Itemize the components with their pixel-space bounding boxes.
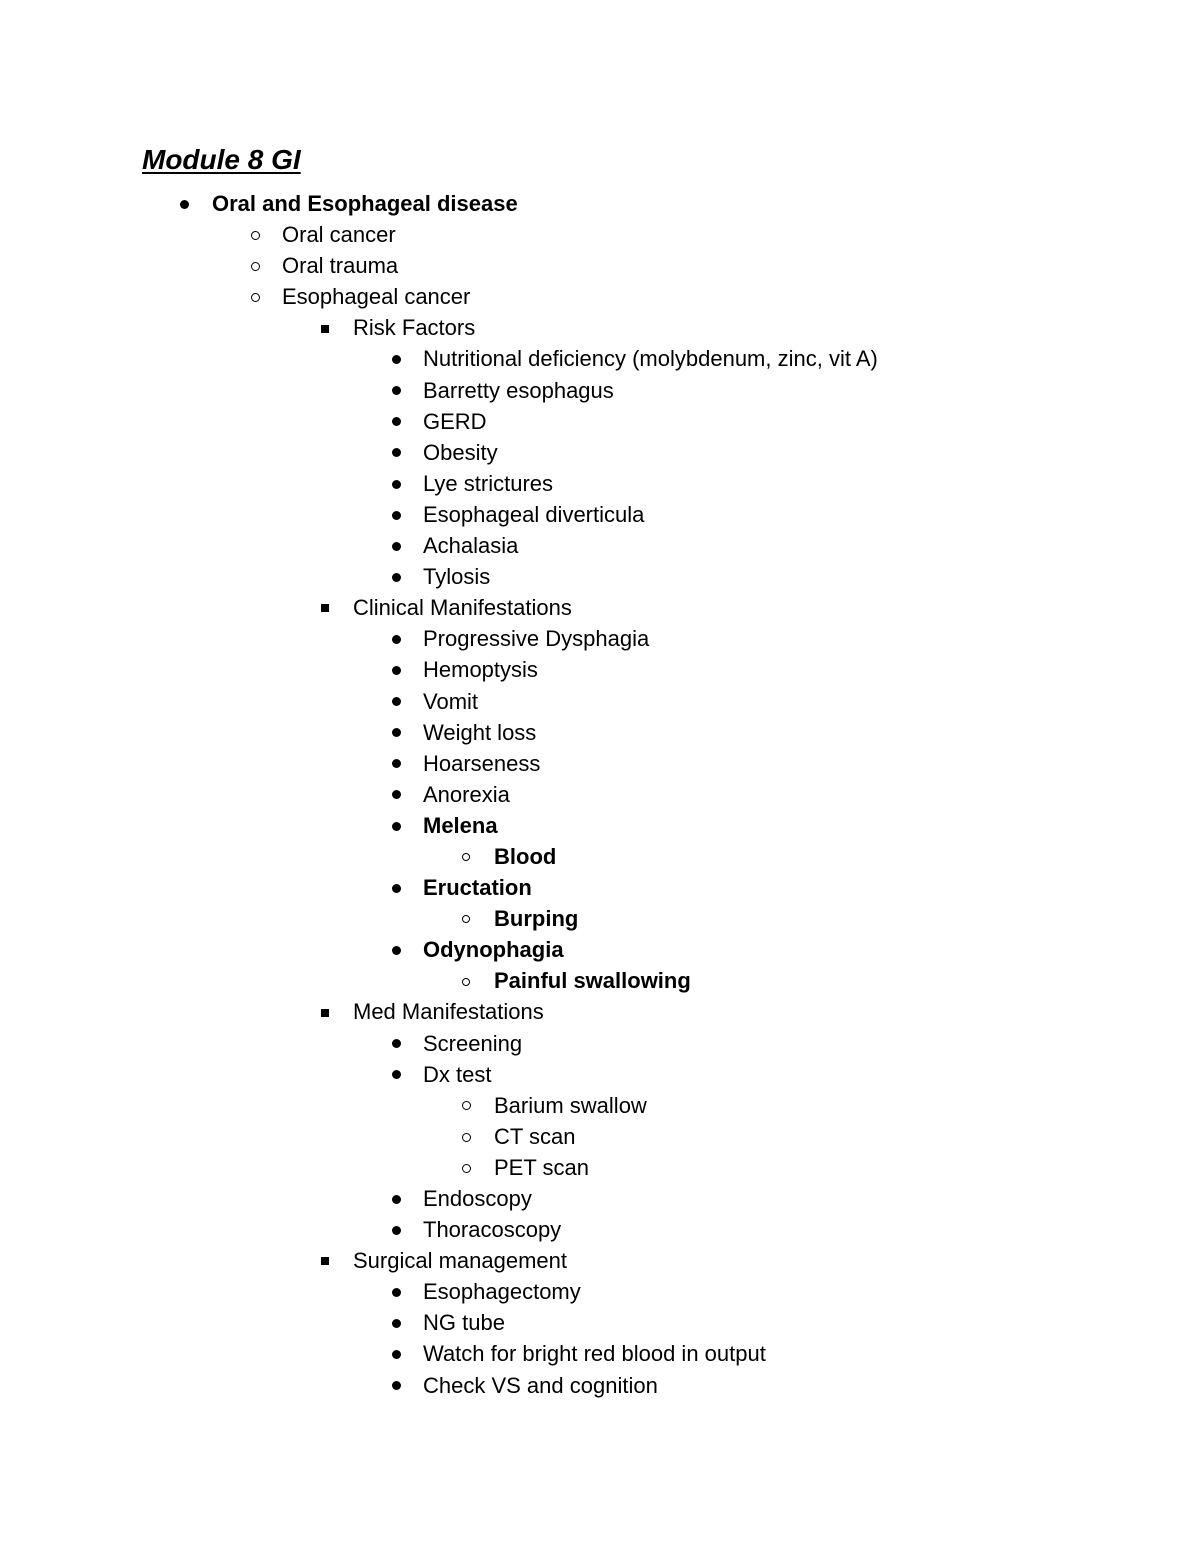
outline-item-text: Melena	[423, 812, 498, 838]
filled-circle-bullet-icon	[386, 779, 406, 810]
hollow-circle-bullet-icon	[456, 1152, 476, 1183]
hollow-circle-bullet-icon	[245, 219, 265, 250]
outline-item	[0, 1028, 1200, 1059]
outline-item	[0, 1059, 1200, 1090]
filled-square-bullet-icon	[315, 996, 335, 1027]
filled-square-bullet-icon	[315, 312, 335, 343]
outline-item	[0, 1370, 1200, 1401]
outline-item-text: Esophagectomy	[423, 1279, 581, 1305]
outline-item-text: Nutritional deficiency (molybdenum, zinc, vit A)	[423, 346, 878, 372]
outline-item-text: Oral cancer	[282, 222, 396, 248]
outline-item-text: Esophageal diverticula	[423, 501, 645, 527]
outline-item-text: CT scan	[494, 1123, 576, 1149]
outline-item-text: NG tube	[423, 1310, 505, 1336]
outline-item	[0, 312, 1200, 343]
outline-item	[0, 499, 1200, 530]
outline-item	[0, 281, 1200, 312]
filled-circle-bullet-icon	[386, 530, 406, 561]
outline-item-text: Oral trauma	[282, 253, 399, 279]
outline-item	[0, 1214, 1200, 1245]
filled-circle-bullet-icon	[386, 343, 406, 374]
outline-item	[0, 219, 1200, 250]
outline-item-text: Risk Factors	[353, 315, 476, 341]
filled-circle-bullet-icon	[386, 810, 406, 841]
filled-circle-bullet-icon	[386, 1214, 406, 1245]
outline-item	[0, 903, 1200, 934]
outline-item	[0, 1245, 1200, 1276]
filled-circle-bullet-icon	[386, 1338, 406, 1369]
outline-item-text: Hoarseness	[423, 750, 541, 776]
outline-item-text: Burping	[494, 906, 579, 932]
filled-circle-bullet-icon	[386, 623, 406, 654]
outline-list	[0, 188, 1200, 1401]
outline-item-text: GERD	[423, 408, 487, 434]
filled-circle-bullet-icon	[386, 375, 406, 406]
outline-item	[0, 841, 1200, 872]
outline-item	[0, 1090, 1200, 1121]
outline-item-text: Achalasia	[423, 533, 519, 559]
outline-item-text: Surgical management	[353, 1248, 568, 1274]
filled-circle-bullet-icon	[386, 1183, 406, 1214]
filled-circle-bullet-icon	[174, 188, 194, 219]
filled-circle-bullet-icon	[386, 406, 406, 437]
filled-circle-bullet-icon	[386, 934, 406, 965]
outline-item-text: Med Manifestations	[353, 999, 544, 1025]
outline-item-text: Endoscopy	[423, 1186, 532, 1211]
outline-item	[0, 779, 1200, 810]
hollow-circle-bullet-icon	[456, 903, 476, 934]
outline-item-text: Weight loss	[423, 719, 537, 745]
document-title: Module 8 GI	[142, 144, 301, 175]
outline-item-text: Barium swallow	[494, 1092, 647, 1118]
outline-item-text: Painful swallowing	[494, 968, 691, 994]
outline-item	[0, 872, 1200, 903]
outline-item-text: Oral and Esophageal disease	[212, 191, 518, 216]
filled-circle-bullet-icon	[386, 717, 406, 748]
filled-circle-bullet-icon	[386, 561, 406, 592]
outline-item	[0, 1276, 1200, 1307]
hollow-circle-bullet-icon	[456, 841, 476, 872]
outline-item	[0, 1152, 1200, 1183]
filled-circle-bullet-icon	[386, 872, 406, 903]
outline-item	[0, 1183, 1200, 1214]
outline-item-text: Tylosis	[423, 564, 491, 590]
filled-circle-bullet-icon	[386, 654, 406, 685]
outline-item-text: Blood	[494, 843, 557, 869]
outline-item-text: Anorexia	[423, 781, 510, 807]
outline-item-text: Odynophagia	[423, 937, 564, 963]
outline-item-text: Screening	[423, 1030, 523, 1056]
filled-circle-bullet-icon	[386, 1059, 406, 1090]
filled-circle-bullet-icon	[386, 1028, 406, 1059]
outline-item-text: Clinical Manifestations	[353, 595, 572, 621]
outline-item	[0, 717, 1200, 748]
outline-item-text: Lye strictures	[423, 470, 554, 496]
filled-circle-bullet-icon	[386, 1307, 406, 1338]
outline-item-text: Obesity	[423, 439, 498, 465]
hollow-circle-bullet-icon	[456, 1121, 476, 1152]
filled-circle-bullet-icon	[386, 748, 406, 779]
hollow-circle-bullet-icon	[245, 250, 265, 281]
outline-item-text: Thoracoscopy	[423, 1217, 562, 1243]
outline-item	[0, 1307, 1200, 1338]
outline-item	[0, 468, 1200, 499]
outline-item	[0, 406, 1200, 437]
outline-item-text: Dx test	[423, 1061, 492, 1087]
outline-item-text: PET scan	[494, 1154, 589, 1180]
filled-circle-bullet-icon	[386, 1370, 406, 1401]
filled-circle-bullet-icon	[386, 437, 406, 468]
outline-item	[0, 654, 1200, 685]
outline-item	[0, 748, 1200, 779]
filled-circle-bullet-icon	[386, 468, 406, 499]
outline-item-text: Hemoptysis	[423, 657, 538, 683]
outline-item	[0, 437, 1200, 468]
filled-circle-bullet-icon	[386, 686, 406, 717]
filled-circle-bullet-icon	[386, 499, 406, 530]
outline-item	[0, 996, 1200, 1027]
outline-item-text: Check VS and cognition	[423, 1372, 658, 1398]
outline-item	[0, 965, 1200, 996]
outline-item	[0, 561, 1200, 592]
hollow-circle-bullet-icon	[456, 965, 476, 996]
outline-item-text: Vomit	[423, 688, 479, 714]
filled-square-bullet-icon	[315, 592, 335, 623]
filled-circle-bullet-icon	[386, 1276, 406, 1307]
outline-item	[0, 375, 1200, 406]
outline-item-text: Eructation	[423, 875, 532, 901]
outline-item	[0, 1121, 1200, 1152]
outline-item	[0, 934, 1200, 965]
outline-item	[0, 592, 1200, 623]
outline-item	[0, 250, 1200, 281]
outline-item	[0, 530, 1200, 561]
outline-item	[0, 623, 1200, 654]
outline-item	[0, 1338, 1200, 1369]
outline-item	[0, 686, 1200, 717]
hollow-circle-bullet-icon	[456, 1090, 476, 1121]
outline-item-text: Barretty esophagus	[423, 377, 614, 403]
outline-item	[0, 188, 1200, 219]
hollow-circle-bullet-icon	[245, 281, 265, 312]
filled-square-bullet-icon	[315, 1245, 335, 1276]
outline-item-text: Progressive Dysphagia	[423, 626, 650, 652]
outline-item-text: Esophageal cancer	[282, 284, 471, 310]
outline-item-text: Watch for bright red blood in output	[423, 1341, 766, 1367]
outline-item	[0, 810, 1200, 841]
outline-item	[0, 343, 1200, 374]
